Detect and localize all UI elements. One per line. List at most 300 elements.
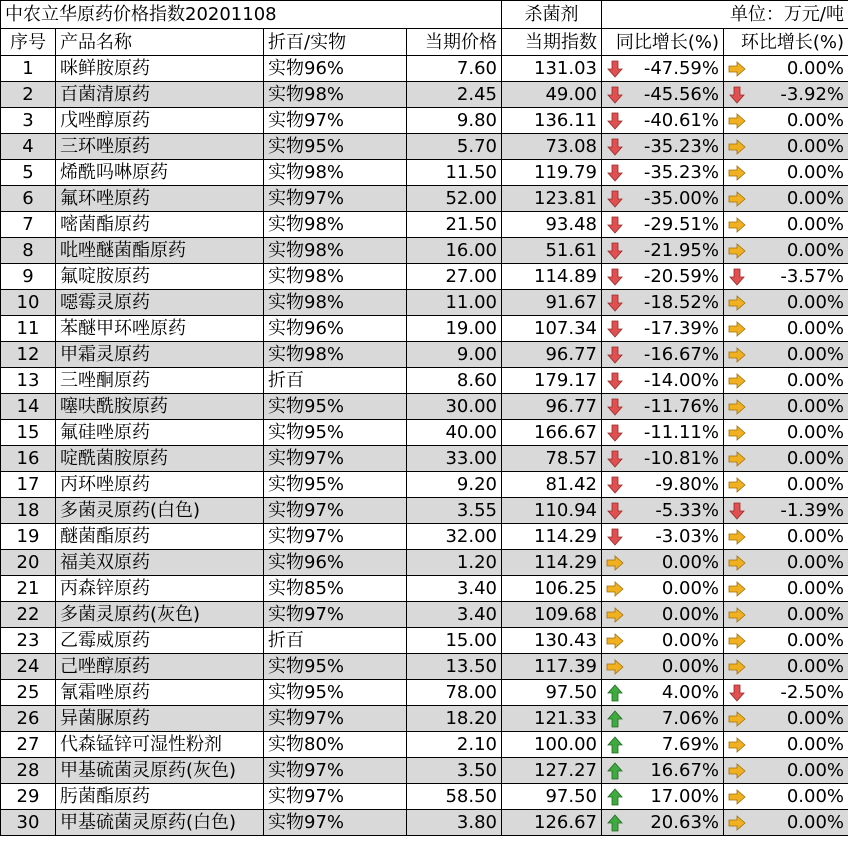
yoy-cell bbox=[602, 212, 724, 238]
right-arrow-icon bbox=[728, 190, 746, 208]
table-row bbox=[1, 810, 848, 836]
yoy-value: 16.67% bbox=[650, 760, 719, 781]
right-arrow-icon bbox=[728, 138, 746, 156]
product-name: 烯酰吗啉原药 bbox=[56, 160, 264, 186]
current-price: 11.00 bbox=[407, 290, 502, 316]
yoy-cell bbox=[602, 316, 724, 342]
product-spec: 实物95% bbox=[264, 394, 407, 420]
right-arrow-icon bbox=[728, 762, 746, 780]
mom-value: 0.00% bbox=[786, 162, 845, 183]
mom-cell bbox=[724, 316, 848, 342]
mom-value: 0.00% bbox=[786, 786, 845, 807]
current-index: 97.50 bbox=[502, 784, 602, 810]
yoy-value: -20.59% bbox=[643, 266, 719, 287]
yoy-value: 20.63% bbox=[650, 812, 719, 833]
current-price: 7.60 bbox=[407, 56, 502, 82]
table-row bbox=[1, 602, 848, 628]
current-index: 117.39 bbox=[502, 654, 602, 680]
current-price: 78.00 bbox=[407, 680, 502, 706]
product-spec: 实物96% bbox=[264, 56, 407, 82]
current-price: 9.20 bbox=[407, 472, 502, 498]
mom-cell bbox=[724, 186, 848, 212]
mom-value: -3.92% bbox=[780, 84, 845, 105]
product-name: 三环唑原药 bbox=[56, 134, 264, 160]
yoy-value: 17.00% bbox=[650, 786, 719, 807]
mom-value: 0.00% bbox=[786, 708, 845, 729]
mom-value: 0.00% bbox=[786, 188, 845, 209]
mom-cell bbox=[724, 654, 848, 680]
current-price: 2.10 bbox=[407, 732, 502, 758]
table-row bbox=[1, 706, 848, 732]
yoy-value: 7.06% bbox=[661, 708, 719, 729]
yoy-cell bbox=[602, 186, 724, 212]
yoy-value: -45.56% bbox=[643, 84, 719, 105]
yoy-cell bbox=[602, 394, 724, 420]
down-arrow-icon bbox=[606, 502, 624, 520]
row-no: 26 bbox=[1, 706, 56, 732]
product-spec: 实物98% bbox=[264, 82, 407, 108]
product-name: 吡唑醚菌酯原药 bbox=[56, 238, 264, 264]
mom-cell bbox=[724, 576, 848, 602]
mom-cell bbox=[724, 732, 848, 758]
product-name: 戊唑醇原药 bbox=[56, 108, 264, 134]
current-price: 13.50 bbox=[407, 654, 502, 680]
product-spec: 实物98% bbox=[264, 264, 407, 290]
product-name: 醚菌酯原药 bbox=[56, 524, 264, 550]
yoy-cell bbox=[602, 576, 724, 602]
row-no: 18 bbox=[1, 498, 56, 524]
mom-value: 0.00% bbox=[786, 240, 845, 261]
down-arrow-icon bbox=[606, 242, 624, 260]
down-arrow-icon bbox=[606, 112, 624, 130]
yoy-cell bbox=[602, 420, 724, 446]
product-spec: 折百 bbox=[264, 368, 407, 394]
yoy-value: -10.81% bbox=[643, 448, 719, 469]
mom-cell bbox=[724, 810, 848, 836]
table-row bbox=[1, 732, 848, 758]
current-price: 8.60 bbox=[407, 368, 502, 394]
current-index: 166.67 bbox=[502, 420, 602, 446]
row-no: 4 bbox=[1, 134, 56, 160]
right-arrow-icon bbox=[728, 216, 746, 234]
yoy-cell bbox=[602, 290, 724, 316]
yoy-cell bbox=[602, 498, 724, 524]
current-index: 119.79 bbox=[502, 160, 602, 186]
product-spec: 实物97% bbox=[264, 446, 407, 472]
table-row bbox=[1, 316, 848, 342]
product-name: 咪鲜胺原药 bbox=[56, 56, 264, 82]
current-price: 33.00 bbox=[407, 446, 502, 472]
current-price: 3.55 bbox=[407, 498, 502, 524]
table-row bbox=[1, 212, 848, 238]
row-no: 9 bbox=[1, 264, 56, 290]
current-index: 126.67 bbox=[502, 810, 602, 836]
yoy-cell bbox=[602, 524, 724, 550]
header-yoy: 同比增长(%) bbox=[602, 29, 724, 56]
mom-cell bbox=[724, 446, 848, 472]
mom-value: 0.00% bbox=[786, 344, 845, 365]
mom-value: 0.00% bbox=[786, 604, 845, 625]
row-no: 30 bbox=[1, 810, 56, 836]
product-spec: 实物98% bbox=[264, 160, 407, 186]
mom-value: 0.00% bbox=[786, 656, 845, 677]
mom-cell bbox=[724, 342, 848, 368]
current-index: 73.08 bbox=[502, 134, 602, 160]
mom-value: 0.00% bbox=[786, 448, 845, 469]
yoy-cell bbox=[602, 706, 724, 732]
row-no: 24 bbox=[1, 654, 56, 680]
right-arrow-icon bbox=[728, 788, 746, 806]
current-price: 9.00 bbox=[407, 342, 502, 368]
product-name: 福美双原药 bbox=[56, 550, 264, 576]
yoy-cell bbox=[602, 238, 724, 264]
mom-value: -2.50% bbox=[780, 682, 845, 703]
mom-value: 0.00% bbox=[786, 370, 845, 391]
current-index: 131.03 bbox=[502, 56, 602, 82]
table-row bbox=[1, 82, 848, 108]
yoy-value: -18.52% bbox=[643, 292, 719, 313]
current-price: 16.00 bbox=[407, 238, 502, 264]
row-no: 11 bbox=[1, 316, 56, 342]
product-name: 氟硅唑原药 bbox=[56, 420, 264, 446]
yoy-value: -9.80% bbox=[655, 474, 719, 495]
yoy-value: -35.00% bbox=[643, 188, 719, 209]
current-index: 130.43 bbox=[502, 628, 602, 654]
product-spec: 实物95% bbox=[264, 420, 407, 446]
table-row bbox=[1, 238, 848, 264]
product-name: 苯醚甲环唑原药 bbox=[56, 316, 264, 342]
yoy-value: 0.00% bbox=[661, 604, 719, 625]
product-name: 甲霜灵原药 bbox=[56, 342, 264, 368]
header-index: 当期指数 bbox=[502, 29, 602, 56]
product-spec: 实物95% bbox=[264, 680, 407, 706]
mom-cell bbox=[724, 238, 848, 264]
down-arrow-icon bbox=[606, 164, 624, 182]
mom-value: 0.00% bbox=[786, 318, 845, 339]
yoy-value: -11.76% bbox=[643, 396, 719, 417]
right-arrow-icon bbox=[606, 632, 624, 650]
yoy-cell bbox=[602, 550, 724, 576]
mom-cell bbox=[724, 784, 848, 810]
down-arrow-icon bbox=[728, 86, 746, 104]
mom-value: 0.00% bbox=[786, 422, 845, 443]
current-price: 18.20 bbox=[407, 706, 502, 732]
table-row bbox=[1, 576, 848, 602]
row-no: 23 bbox=[1, 628, 56, 654]
row-no: 22 bbox=[1, 602, 56, 628]
yoy-cell bbox=[602, 264, 724, 290]
right-arrow-icon bbox=[728, 450, 746, 468]
right-arrow-icon bbox=[728, 710, 746, 728]
current-price: 27.00 bbox=[407, 264, 502, 290]
current-price: 40.00 bbox=[407, 420, 502, 446]
current-index: 78.57 bbox=[502, 446, 602, 472]
mom-value: 0.00% bbox=[786, 630, 845, 651]
current-price: 3.40 bbox=[407, 576, 502, 602]
row-no: 21 bbox=[1, 576, 56, 602]
product-spec: 实物80% bbox=[264, 732, 407, 758]
down-arrow-icon bbox=[606, 528, 624, 546]
down-arrow-icon bbox=[606, 294, 624, 312]
down-arrow-icon bbox=[606, 346, 624, 364]
up-arrow-icon bbox=[606, 788, 624, 806]
row-no: 29 bbox=[1, 784, 56, 810]
mom-cell bbox=[724, 290, 848, 316]
table-title: 中农立华原药价格指数20201108 bbox=[1, 1, 502, 29]
row-no: 2 bbox=[1, 82, 56, 108]
yoy-value: 0.00% bbox=[661, 656, 719, 677]
mom-value: 0.00% bbox=[786, 474, 845, 495]
mom-value: -1.39% bbox=[780, 500, 845, 521]
row-no: 7 bbox=[1, 212, 56, 238]
yoy-value: 7.69% bbox=[661, 734, 719, 755]
table-row bbox=[1, 342, 848, 368]
product-spec: 实物97% bbox=[264, 602, 407, 628]
current-price: 52.00 bbox=[407, 186, 502, 212]
yoy-value: 0.00% bbox=[661, 552, 719, 573]
table-row bbox=[1, 160, 848, 186]
down-arrow-icon bbox=[606, 60, 624, 78]
product-name: 多菌灵原药(灰色) bbox=[56, 602, 264, 628]
yoy-cell bbox=[602, 602, 724, 628]
table-row bbox=[1, 784, 848, 810]
row-no: 1 bbox=[1, 56, 56, 82]
current-index: 121.33 bbox=[502, 706, 602, 732]
down-arrow-icon bbox=[606, 86, 624, 104]
yoy-cell bbox=[602, 472, 724, 498]
right-arrow-icon bbox=[728, 632, 746, 650]
current-index: 51.61 bbox=[502, 238, 602, 264]
product-name: 甲基硫菌灵原药(灰色) bbox=[56, 758, 264, 784]
product-name: 噻呋酰胺原药 bbox=[56, 394, 264, 420]
down-arrow-icon bbox=[606, 424, 624, 442]
row-no: 28 bbox=[1, 758, 56, 784]
right-arrow-icon bbox=[728, 242, 746, 260]
current-index: 123.81 bbox=[502, 186, 602, 212]
current-price: 15.00 bbox=[407, 628, 502, 654]
down-arrow-icon bbox=[728, 268, 746, 286]
header-spec: 折百/实物 bbox=[264, 29, 407, 56]
product-name: 啶酰菌胺原药 bbox=[56, 446, 264, 472]
yoy-value: -14.00% bbox=[643, 370, 719, 391]
mom-cell bbox=[724, 602, 848, 628]
yoy-value: 4.00% bbox=[661, 682, 719, 703]
mom-cell bbox=[724, 498, 848, 524]
current-index: 179.17 bbox=[502, 368, 602, 394]
yoy-value: -29.51% bbox=[643, 214, 719, 235]
current-price: 9.80 bbox=[407, 108, 502, 134]
up-arrow-icon bbox=[606, 684, 624, 702]
current-index: 136.11 bbox=[502, 108, 602, 134]
current-index: 100.00 bbox=[502, 732, 602, 758]
mom-cell bbox=[724, 758, 848, 784]
down-arrow-icon bbox=[606, 216, 624, 234]
up-arrow-icon bbox=[606, 762, 624, 780]
right-arrow-icon bbox=[728, 424, 746, 442]
product-spec: 实物85% bbox=[264, 576, 407, 602]
yoy-cell bbox=[602, 758, 724, 784]
right-arrow-icon bbox=[728, 398, 746, 416]
mom-value: 0.00% bbox=[786, 812, 845, 833]
product-spec: 实物97% bbox=[264, 186, 407, 212]
product-name: 异菌脲原药 bbox=[56, 706, 264, 732]
mom-value: 0.00% bbox=[786, 526, 845, 547]
yoy-value: -47.59% bbox=[643, 58, 719, 79]
right-arrow-icon bbox=[728, 528, 746, 546]
mom-value: 0.00% bbox=[786, 578, 845, 599]
yoy-value: -11.11% bbox=[643, 422, 719, 443]
right-arrow-icon bbox=[728, 60, 746, 78]
yoy-value: -17.39% bbox=[643, 318, 719, 339]
mom-cell bbox=[724, 160, 848, 186]
down-arrow-icon bbox=[606, 476, 624, 494]
yoy-value: -40.61% bbox=[643, 110, 719, 131]
product-name: 乙霉威原药 bbox=[56, 628, 264, 654]
yoy-cell bbox=[602, 732, 724, 758]
row-no: 16 bbox=[1, 446, 56, 472]
row-no: 27 bbox=[1, 732, 56, 758]
current-price: 11.50 bbox=[407, 160, 502, 186]
yoy-value: -16.67% bbox=[643, 344, 719, 365]
product-spec: 实物95% bbox=[264, 134, 407, 160]
right-arrow-icon bbox=[728, 372, 746, 390]
row-no: 20 bbox=[1, 550, 56, 576]
product-spec: 实物98% bbox=[264, 238, 407, 264]
row-no: 15 bbox=[1, 420, 56, 446]
row-no: 25 bbox=[1, 680, 56, 706]
right-arrow-icon bbox=[728, 554, 746, 572]
product-spec: 实物95% bbox=[264, 472, 407, 498]
row-no: 13 bbox=[1, 368, 56, 394]
mom-value: 0.00% bbox=[786, 214, 845, 235]
product-name: 三唑酮原药 bbox=[56, 368, 264, 394]
mom-cell bbox=[724, 134, 848, 160]
product-spec: 实物98% bbox=[264, 342, 407, 368]
product-spec: 实物96% bbox=[264, 550, 407, 576]
right-arrow-icon bbox=[728, 736, 746, 754]
product-name: 氟环唑原药 bbox=[56, 186, 264, 212]
yoy-cell bbox=[602, 108, 724, 134]
right-arrow-icon bbox=[606, 658, 624, 676]
yoy-cell bbox=[602, 446, 724, 472]
product-spec: 实物97% bbox=[264, 524, 407, 550]
yoy-cell bbox=[602, 680, 724, 706]
current-index: 114.29 bbox=[502, 524, 602, 550]
down-arrow-icon bbox=[606, 190, 624, 208]
current-index: 109.68 bbox=[502, 602, 602, 628]
current-index: 114.89 bbox=[502, 264, 602, 290]
row-no: 6 bbox=[1, 186, 56, 212]
mom-cell bbox=[724, 394, 848, 420]
right-arrow-icon bbox=[728, 476, 746, 494]
right-arrow-icon bbox=[728, 814, 746, 832]
yoy-cell bbox=[602, 810, 724, 836]
yoy-value: -35.23% bbox=[643, 162, 719, 183]
current-price: 19.00 bbox=[407, 316, 502, 342]
current-index: 96.77 bbox=[502, 394, 602, 420]
header-no: 序号 bbox=[1, 29, 56, 56]
yoy-value: -35.23% bbox=[643, 136, 719, 157]
mom-value: -3.57% bbox=[780, 266, 845, 287]
mom-cell bbox=[724, 550, 848, 576]
table-row bbox=[1, 550, 848, 576]
mom-value: 0.00% bbox=[786, 552, 845, 573]
current-index: 49.00 bbox=[502, 82, 602, 108]
right-arrow-icon bbox=[728, 164, 746, 182]
product-name: 代森锰锌可湿性粉剂 bbox=[56, 732, 264, 758]
mom-cell bbox=[724, 524, 848, 550]
mom-value: 0.00% bbox=[786, 136, 845, 157]
mom-cell bbox=[724, 212, 848, 238]
current-price: 1.20 bbox=[407, 550, 502, 576]
product-spec: 实物95% bbox=[264, 654, 407, 680]
current-index: 107.34 bbox=[502, 316, 602, 342]
yoy-cell bbox=[602, 628, 724, 654]
current-price: 30.00 bbox=[407, 394, 502, 420]
down-arrow-icon bbox=[606, 450, 624, 468]
table-row bbox=[1, 134, 848, 160]
current-index: 91.67 bbox=[502, 290, 602, 316]
current-index: 97.50 bbox=[502, 680, 602, 706]
right-arrow-icon bbox=[728, 346, 746, 364]
table-row bbox=[1, 446, 848, 472]
product-name: 甲基硫菌灵原药(白色) bbox=[56, 810, 264, 836]
right-arrow-icon bbox=[728, 320, 746, 338]
product-name: 多菌灵原药(白色) bbox=[56, 498, 264, 524]
product-name: 百菌清原药 bbox=[56, 82, 264, 108]
mom-value: 0.00% bbox=[786, 110, 845, 131]
table-row bbox=[1, 264, 848, 290]
table-row bbox=[1, 758, 848, 784]
product-spec: 实物97% bbox=[264, 758, 407, 784]
row-no: 12 bbox=[1, 342, 56, 368]
right-arrow-icon bbox=[606, 554, 624, 572]
yoy-value: 0.00% bbox=[661, 630, 719, 651]
yoy-cell bbox=[602, 368, 724, 394]
table-row bbox=[1, 654, 848, 680]
product-spec: 折百 bbox=[264, 628, 407, 654]
right-arrow-icon bbox=[606, 580, 624, 598]
yoy-value: 0.00% bbox=[661, 578, 719, 599]
mom-cell bbox=[724, 472, 848, 498]
current-price: 58.50 bbox=[407, 784, 502, 810]
row-no: 17 bbox=[1, 472, 56, 498]
up-arrow-icon bbox=[606, 814, 624, 832]
right-arrow-icon bbox=[728, 580, 746, 598]
current-price: 2.45 bbox=[407, 82, 502, 108]
yoy-cell bbox=[602, 342, 724, 368]
mom-value: 0.00% bbox=[786, 760, 845, 781]
mom-cell bbox=[724, 108, 848, 134]
header-price: 当期价格 bbox=[407, 29, 502, 56]
down-arrow-icon bbox=[606, 398, 624, 416]
mom-cell bbox=[724, 680, 848, 706]
table-row bbox=[1, 524, 848, 550]
product-spec: 实物97% bbox=[264, 810, 407, 836]
product-name: 丙森锌原药 bbox=[56, 576, 264, 602]
down-arrow-icon bbox=[606, 268, 624, 286]
table-row bbox=[1, 472, 848, 498]
mom-cell bbox=[724, 628, 848, 654]
product-name: 氟啶胺原药 bbox=[56, 264, 264, 290]
current-index: 106.25 bbox=[502, 576, 602, 602]
table-row bbox=[1, 368, 848, 394]
row-no: 8 bbox=[1, 238, 56, 264]
row-no: 10 bbox=[1, 290, 56, 316]
table-row bbox=[1, 628, 848, 654]
category-label: 杀菌剂 bbox=[502, 1, 602, 29]
table-row bbox=[1, 108, 848, 134]
